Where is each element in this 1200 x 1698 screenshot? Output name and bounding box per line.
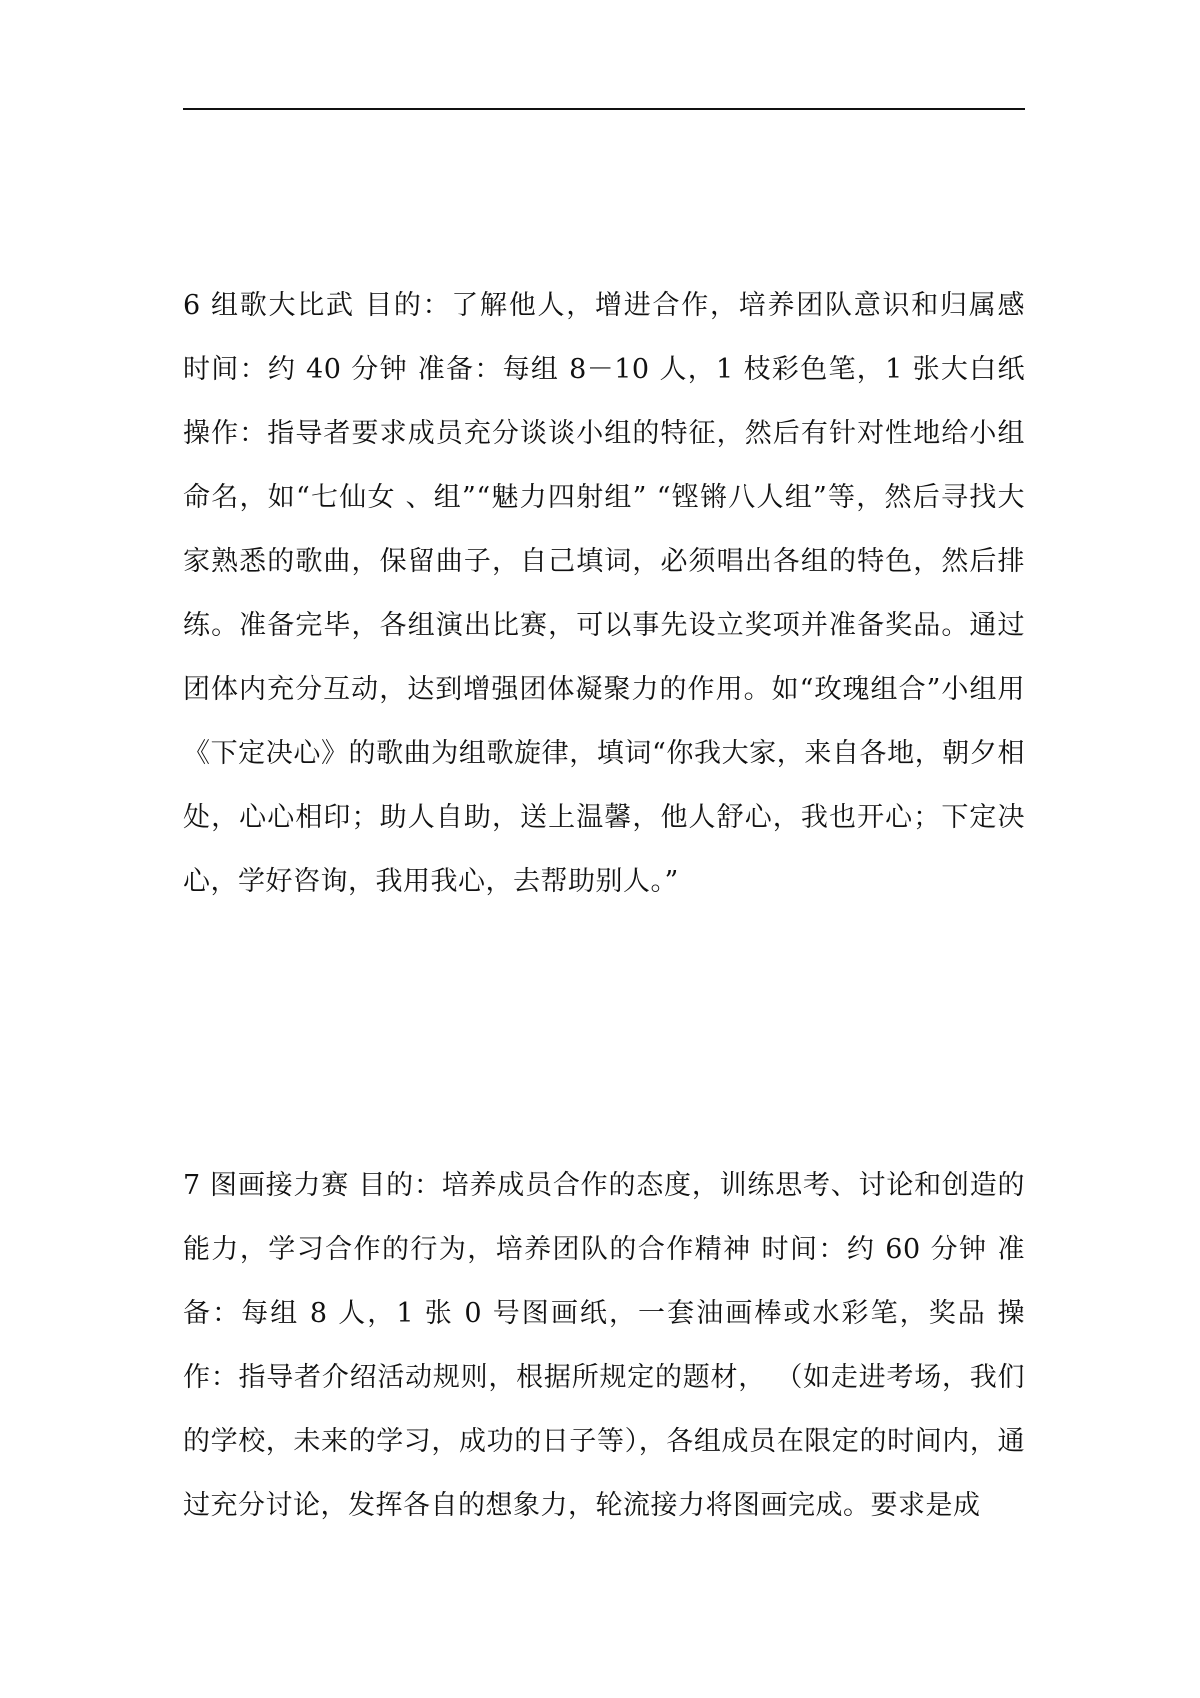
activity-6-paragraph: 6 组歌大比武 目的：了解他人，增进合作，培养团队意识和归属感 时间：约 40 分钟 准备：每组 8－10 人，1 枝彩色笔，1 张大白纸 操作：指导者要求成员充分谈谈小组的特征，然后有针对性地给小组命名，如“七仙女 、组”“魅力四射组” “铿锵八人组”等，然后寻找大家熟悉的歌曲，保留曲子，自己填词，必须唱出各组的特色，然后排练。准备完毕，各组演出比赛，可以事先设立奖项并准备奖品。通过团体内充分互动，达到增强团体凝聚力的作用。如“玫瑰组合”小组用《下定决心》的歌曲为组歌旋律，填词“你我大家，来自各地，朝夕相处，心心相印；助人自助，送上温馨，他人舒心，我也开心；下定决心，学好咨询，我用我心，去帮助别人。” xyxy=(183,290,1025,897)
activity-7-paragraph: 7 图画接力赛 目的：培养成员合作的态度，训练思考、讨论和创造的能力，学习合作的行为，培养团队的合作精神 时间：约 60 分钟 准备：每组 8 人，1 张 0 号图画纸，一套油画棒或水彩笔，奖品 操作：指导者介绍活动规则，根据所规定的题材， （如走进考场，我们的学校，未来的学习，成功的日子等），各组成员在限定的时间内，通过充分讨论，发挥各自的想象力，轮流接力将图画完成。要求是成 xyxy=(183,1170,1025,1521)
header-rule xyxy=(183,108,1025,110)
